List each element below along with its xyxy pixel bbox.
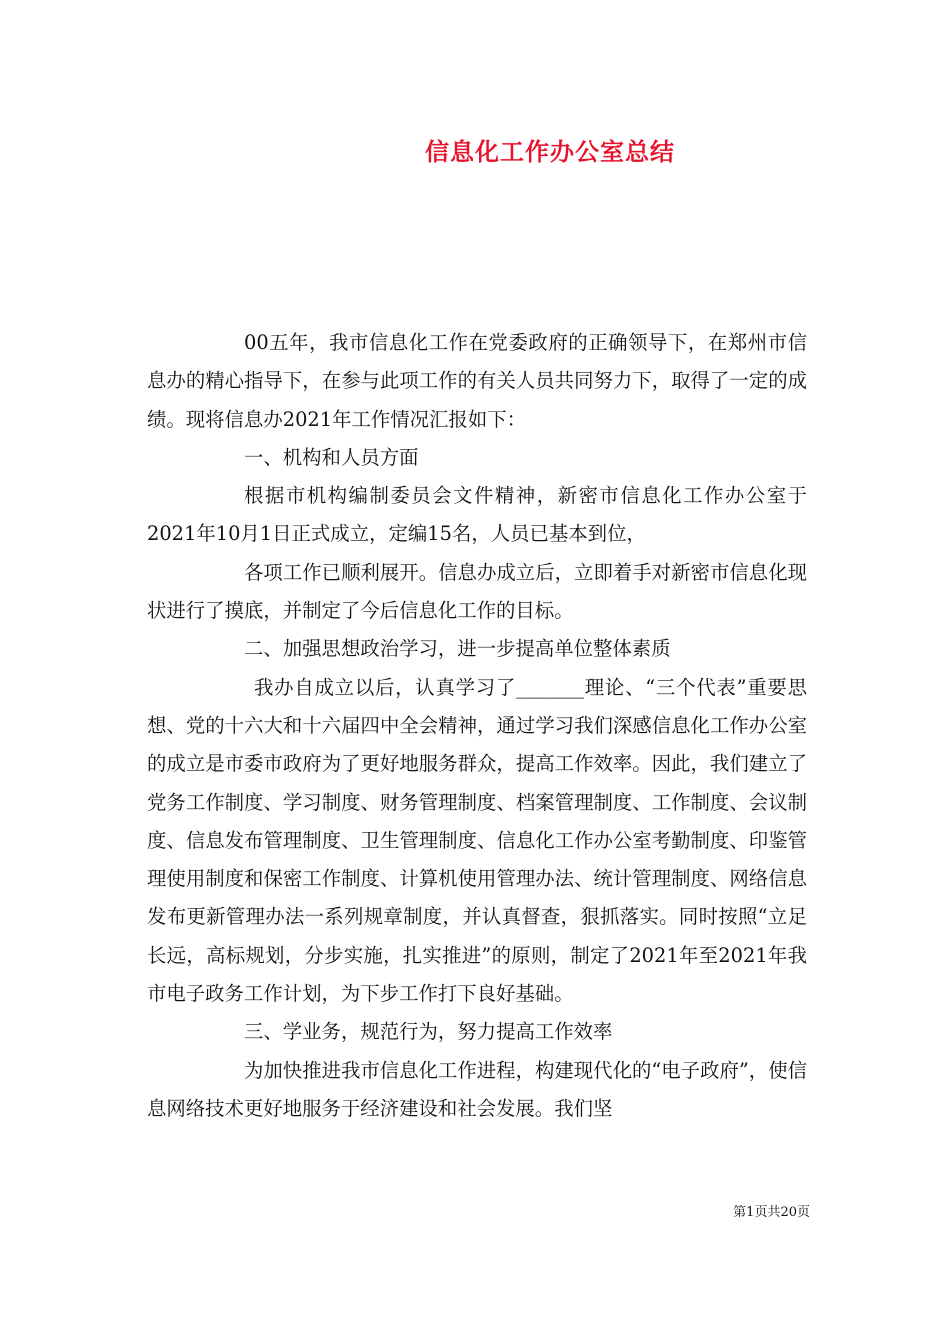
section-heading-1: 一、机构和人员方面 bbox=[244, 445, 419, 469]
document-body bbox=[147, 324, 807, 1128]
paragraph-section-1b: 各项工作已顺利展开。信息办成立后，立即着手对新密市信息化现状进行了摸底，并制定了今后信息化工作的目标。 bbox=[147, 560, 807, 623]
paragraph-section-2: 我办自成立以后，认真学习了_______理论、“三个代表”重要思想、党的十六大和十六届四中全会精神，通过学习我们深感信息化工作办公室的成立是市委市政府为了更好地服务群众，提高工作效率。因此，我们建立了党务工作制度、学习制度、财务管理制度、档案管理制度、工作制度、会议制度、信息发布管理制度、卫生管理制度、信息化工作办公室考勤制度、印鉴管理使用制度和保密工作制度、计算机使用管理办法、统计管理制度、网络信息发布更新管理办法一系列规章制度，并认真督查，狠抓落实。同时按照“立足长远，高标规划，分步实施，扎实推进”的原则，制定了2021年至2021年我市电子政务工作计划，为下步工作打下良好基础。 bbox=[147, 675, 807, 1006]
paragraph-section-1a: 根据市机构编制委员会文件精神，新密市信息化工作办公室于2021年10月1日正式成立，定编15名，人员已基本到位， bbox=[147, 484, 807, 546]
page-footer: 第1页共20页 bbox=[733, 1205, 810, 1220]
document-title: 信息化工作办公室总结 bbox=[425, 137, 675, 166]
paragraph-section-3: 为加快推进我市信息化工作进程，构建现代化的“电子政府”，使信息网络技术更好地服务于经济建设和社会发展。我们坚 bbox=[147, 1058, 807, 1120]
paragraph-intro: 00五年，我市信息化工作在党委政府的正确领导下，在郑州市信息办的精心指导下，在参与此项工作的有关人员共同努力下，取得了一定的成绩。现将信息办2021年工作情况汇报如下： bbox=[147, 331, 807, 431]
section-heading-3: 三、学业务，规范行为，努力提高工作效率 bbox=[244, 1020, 613, 1044]
section-heading-2: 二、加强思想政治学习，进一步提高单位整体素质 bbox=[244, 637, 671, 661]
